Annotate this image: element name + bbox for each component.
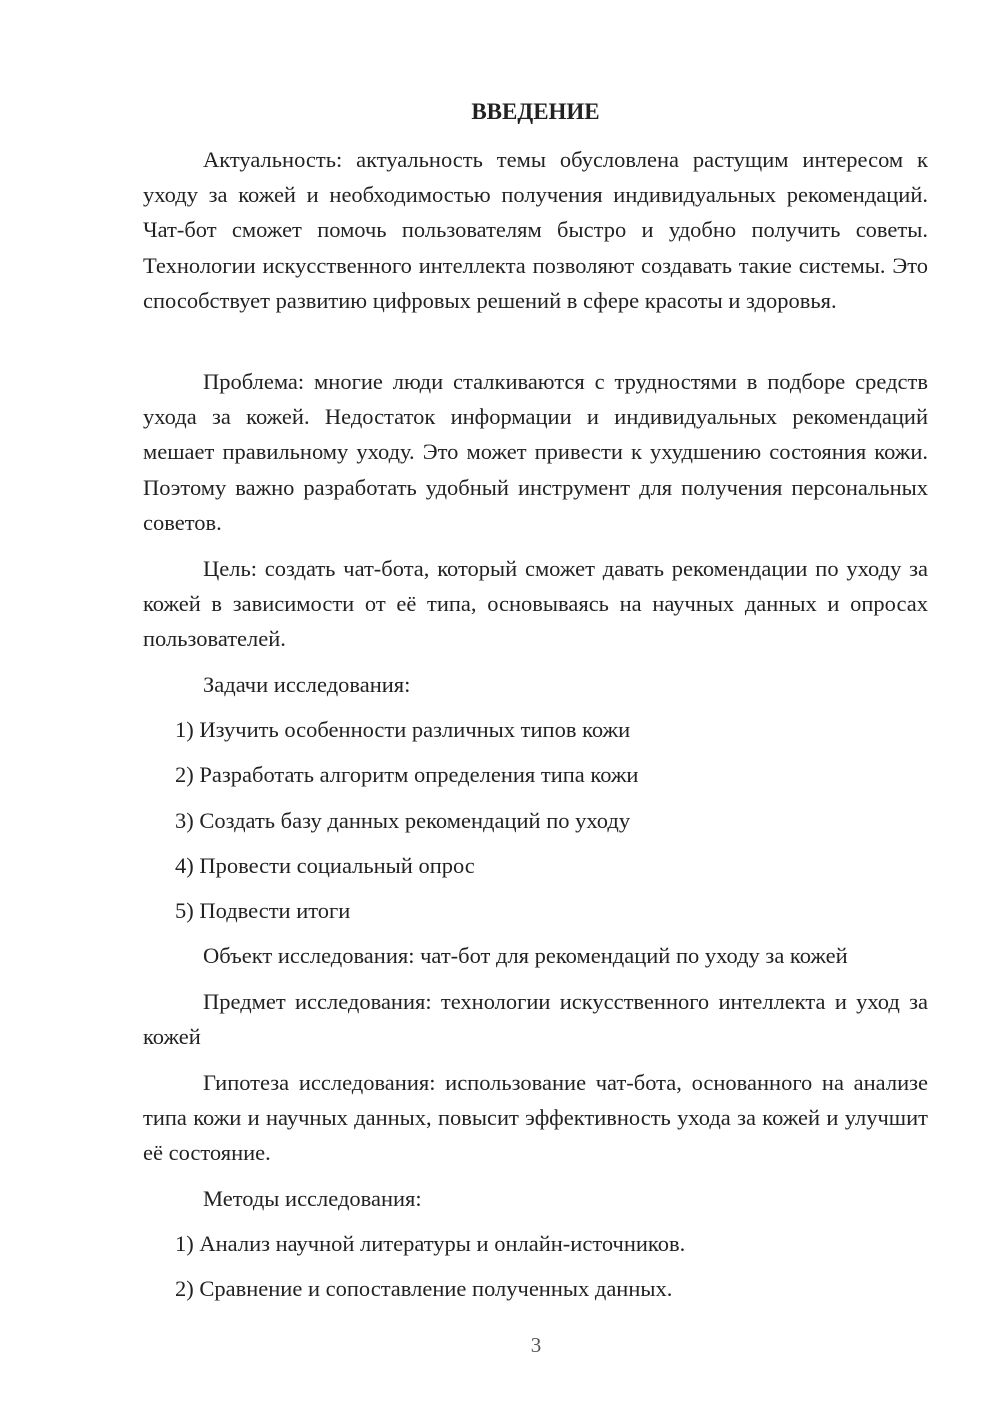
task-item-4: 4) Провести социальный опрос	[175, 853, 475, 878]
task-item-2: 2) Разработать алгоритм определения типа кожи	[175, 762, 639, 787]
goal-paragraph: Цель: создать чат-бота, который сможет давать рекомендации по уходу за кожей в зависимости от её типа, основываясь на научных данных и опросах пользователей.	[143, 556, 928, 652]
object-paragraph: Объект исследования: чат-бот для рекомендаций по уходу за кожей	[203, 943, 848, 968]
method-item-2: 2) Сравнение и сопоставление полученных данных.	[175, 1276, 673, 1301]
hypothesis-paragraph: Гипотеза исследования: использование чат-бота, основанного на анализе типа кожи и научных данных, повысит эффективность ухода за кожей и улучшит её состояние.	[143, 1070, 928, 1166]
task-item-5: 5) Подвести итоги	[175, 898, 351, 923]
page-title: ВВЕДЕНИЕ	[471, 99, 600, 124]
task-item-3: 3) Создать базу данных рекомендаций по уходу	[175, 808, 631, 833]
tasks-heading: Задачи исследования:	[203, 672, 411, 697]
task-item-1: 1) Изучить особенности различных типов кожи	[175, 717, 631, 742]
subject-paragraph: Предмет исследования: технологии искусственного интеллекта и уход за кожей	[143, 989, 928, 1050]
relevance-paragraph: Актуальность: актуальность темы обусловлена растущим интересом к уходу за кожей и необходимостью получения индивидуальных рекомендаций. Чат-бот сможет помочь пользователям быстро и удобно получить советы. Технологии искусственного интеллекта позволяют создавать такие системы. Это способствует развитию цифровых решений в сфере красоты и здоровья.	[143, 147, 928, 313]
methods-heading: Методы исследования:	[203, 1186, 422, 1211]
method-item-1: 1) Анализ научной литературы и онлайн-источников.	[175, 1231, 686, 1256]
problem-paragraph: Проблема: многие люди сталкиваются с трудностями в подборе средств ухода за кожей. Недостаток информации и индивидуальных рекомендаций мешает правильному уходу. Это может привести к ухудшению состояния кожи. Поэтому важно разработать удобный инструмент для получения персональных советов.	[143, 369, 928, 535]
page-number: 3	[530, 1333, 542, 1357]
